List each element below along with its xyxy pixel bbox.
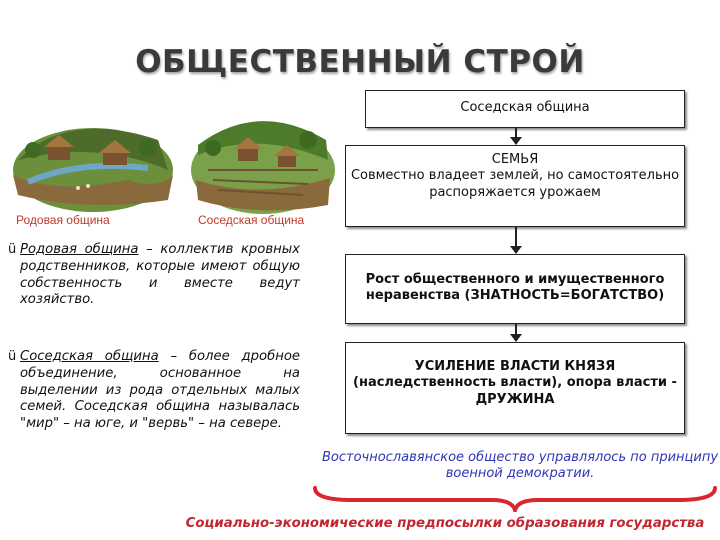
flow-arrow-3 [515,324,517,341]
definition-neighbor-community [8,349,301,433]
definition-neighbor-text: – более дробное объединение, основанное на выделении из рода отдельных малых семей. [20,349,301,415]
illustration-image [8,100,338,230]
definition-clan-community [8,242,300,309]
inequality-text: Рост общественного и имущественного неравенства (ЗНАТНОСТЬ=БОГАТСТВО) [365,272,665,304]
prince-power-text: (наследственность власти), опора власти - ДРУЖИНА [353,375,677,407]
clan-community-scene [13,128,173,212]
caption-neighbor-community: Соседская община [198,213,305,227]
caption-clan-community: Родовая община [16,213,110,227]
flow-arrow-1 [515,128,517,144]
family-title: СЕМЬЯ [491,152,539,167]
curly-brace-icon [312,486,718,512]
term-clan-community: Родовая община [20,242,139,257]
definition-neighbor-extra: Соседская община называлась "мир" – на юге, и "вервь" – на севере. [20,399,300,432]
neighbor-community-box [365,90,685,128]
family-text: Совместно владеет землей, но самостоятельно распоряжается урожаем [350,168,680,200]
neighbor-community-label: Соседская община [460,100,590,115]
checkmark-icon: ü [8,349,17,364]
family-box [345,145,685,227]
checkmark-icon: ü [8,242,17,257]
community-illustration [8,100,338,230]
definition-clan-text: – коллектив кровных родственников, которые имеют общую собственность и вместе ведут хозяйство. [20,242,300,308]
prince-power-box [345,342,685,434]
inequality-box [345,254,685,324]
term-neighbor-community: Соседская община [20,349,159,364]
prince-power-title: УСИЛЕНИЕ ВЛАСТИ КНЯЗЯ [414,359,616,374]
flow-arrow-2 [515,227,517,253]
bottom-caption: Социально-экономические предпосылки образования государства [185,516,705,531]
military-democracy-text: Восточнославянское общество управлялось по принципу военной демократии. [321,450,719,482]
page-title: ОБЩЕСТВЕННЫЙ СТРОЙ [135,44,585,80]
